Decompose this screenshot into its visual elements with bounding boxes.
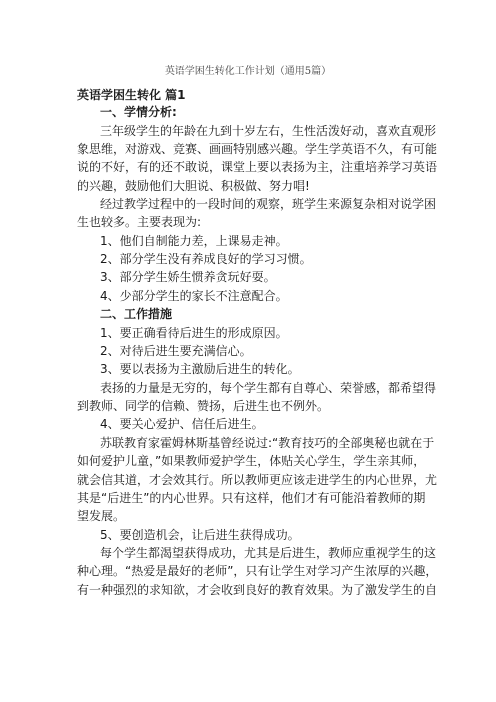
paragraph-line: 生也较多。主要表现为: (77, 215, 202, 229)
list-item: 3、要以表扬为主激励后进生的转化。 (100, 362, 300, 376)
paragraph-line: 其是“后进生”的内心世界。只有这样，他们才有可能沿着教师的期 (77, 491, 426, 505)
paragraph-line: 苏联教育家霍姆林斯基曾经说过:“教育技巧的全部奥秘也就在于 (100, 436, 435, 450)
paragraph-line: 表扬的力量是无穷的，每个学生都有自尊心、荣誉感，都希望得 (100, 381, 437, 395)
list-item: 4、少部分学生的家长不注意配合。 (100, 289, 288, 303)
list-item: 1、他们自制能力差，上课易走神。 (100, 234, 288, 248)
heading-measures: 二、工作措施 (100, 307, 173, 321)
paragraph-line: 的兴趣，鼓励他们大胆说、积极做、努力唱! (77, 179, 310, 193)
paragraph-line: 象思维，对游戏、竞赛、画画特别感兴趣。学生学英语不久，有可能 (77, 142, 438, 156)
paragraph-line: 望发展。 (77, 509, 126, 523)
heading-analysis: 一、学情分析: (100, 105, 177, 119)
paragraph-line: 三年级学生的年龄在九到十岁左右，生性活泼好动，喜欢直观形 (100, 124, 437, 138)
paragraph-line: 有一种强烈的求知欲，才会收到良好的教育效果。为了激发学生的自 (77, 583, 438, 597)
list-item: 5、要创造机会，让后进生获得成功。 (100, 528, 300, 542)
paragraph-line: 经过教学过程中的一段时间的观察，班学生来源复杂相对说学困 (100, 197, 437, 211)
list-item: 2、对待后进生要充满信心。 (100, 344, 252, 358)
paragraph-line: 到教师、同学的信赖、赞扬，后进生也不例外。 (77, 399, 330, 413)
list-item: 4、要关心爱护、信任后进生。 (100, 417, 264, 431)
paragraph-line: 如何爱护儿童，”如果教师爱护学生，体贴关心学生，学生亲其师， (77, 454, 426, 468)
list-item: 3、部分学生娇生惯养贪玩好耍。 (100, 270, 276, 284)
paragraph-line: 说的不好，有的还不敢说，课堂上要以表扬为主，注重培养学习英语 (77, 160, 438, 174)
document-header: 英语学困生转化工作计划（通用5篇） (164, 66, 332, 77)
list-item: 2、部分学生没有养成良好的学习习惯。 (100, 252, 312, 266)
paragraph-line: 每个学生都渴望获得成功，尤其是后进生，教师应重视学生的这 (100, 546, 437, 560)
paragraph-line: 就会信其道，才会效其行。所以教师更应该走进学生的内心世界，尤 (77, 473, 438, 487)
paragraph-line: 种心理。“热爱是最好的老师”，只有让学生对学习产生浓厚的兴趣， (77, 564, 438, 578)
article-title: 英语学困生转化 篇1 (77, 88, 186, 102)
list-item: 1、要正确看待后进生的形成原因。 (100, 326, 288, 340)
